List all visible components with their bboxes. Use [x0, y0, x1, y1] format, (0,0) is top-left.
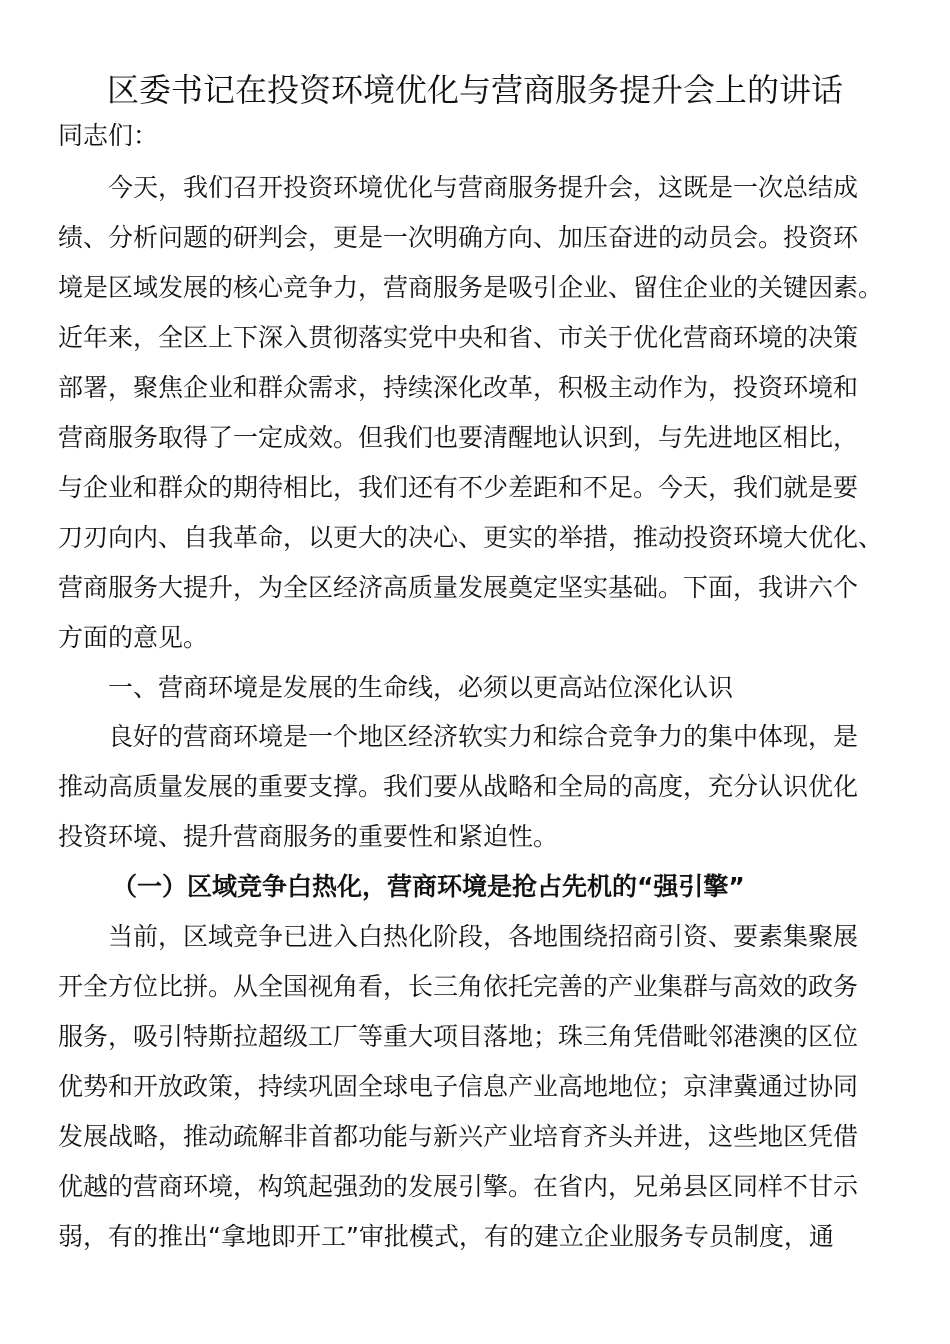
text-line: 近年来，全区上下深入贯彻落实党中央和省、市关于优化营商环境的决策	[58, 323, 859, 352]
section-heading: 一、营商环境是发展的生命线，必须以更高站位深化认识	[108, 673, 734, 702]
salutation: 同志们：	[58, 121, 159, 150]
text-line: 方面的意见。	[58, 623, 209, 652]
text-line: 优越的营商环境，构筑起强劲的发展引擎。在省内，兄弟县区同样不甘示	[58, 1172, 859, 1201]
text-line: 今天，我们召开投资环境优化与营商服务提升会，这既是一次总结成	[108, 173, 859, 202]
text-line: 推动高质量发展的重要支撑。我们要从战略和全局的高度，充分认识优化	[58, 772, 859, 801]
text-line: 服务，吸引特斯拉超级工厂等重大项目落地；珠三角凭借毗邻港澳的区位	[58, 1022, 859, 1051]
text-line: 开全方位比拼。从全国视角看，长三角依托完善的产业集群与高效的政务	[58, 972, 859, 1001]
text-line: 发展战略，推动疏解非首都功能与新兴产业培育齐头并进，这些地区凭借	[58, 1122, 859, 1151]
document-title: 区委书记在投资环境优化与营商服务提升会上的讲话	[106, 71, 843, 109]
subsection-heading: （一）区域竞争白热化，营商环境是抢占先机的“强引擎”	[112, 872, 745, 901]
text-line: 与企业和群众的期待相比，我们还有不少差距和不足。今天，我们就是要	[58, 473, 859, 502]
text-line: 境是区域发展的核心竞争力，营商服务是吸引企业、留住企业的关键因素。	[58, 273, 884, 302]
text-line: 优势和开放政策，持续巩固全球电子信息产业高地地位；京津冀通过协同	[58, 1072, 859, 1101]
text-line: 刀刃向内、自我革命，以更大的决心、更实的举措，推动投资环境大优化、	[58, 523, 884, 552]
text-line: 绩、分析问题的研判会，更是一次明确方向、加压奋进的动员会。投资环	[58, 223, 859, 252]
text-line: 良好的营商环境是一个地区经济软实力和综合竞争力的集中体现，是	[108, 722, 859, 751]
text-line: 当前，区域竞争已进入白热化阶段，各地围绕招商引资、要素集聚展	[108, 922, 859, 951]
text-line: 营商服务取得了一定成效。但我们也要清醒地认识到，与先进地区相比，	[58, 423, 859, 452]
text-line: 部署，聚焦企业和群众需求，持续深化改革，积极主动作为，投资环境和	[58, 373, 859, 402]
text-line: 弱，有的推出“拿地即开工”审批模式，有的建立企业服务专员制度，通	[58, 1222, 834, 1251]
text-line: 投资环境、提升营商服务的重要性和紧迫性。	[58, 822, 559, 851]
text-line: 营商服务大提升，为全区经济高质量发展奠定坚实基础。下面，我讲六个	[58, 573, 859, 602]
